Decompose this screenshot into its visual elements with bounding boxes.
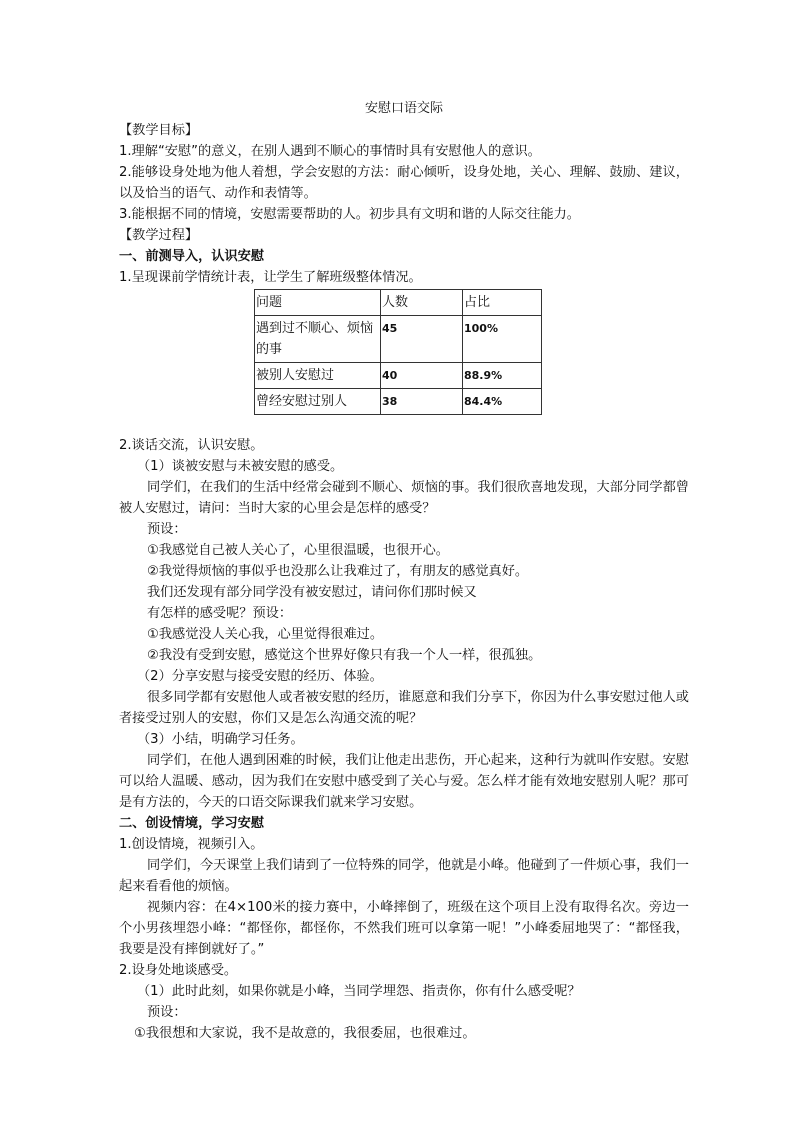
table-cell: 40 — [381, 363, 463, 389]
document-body — [119, 98, 689, 1044]
table-row — [255, 363, 542, 389]
section-1-paragraph-1: 同学们，在我们的生活中经常会碰到不顺心、烦恼的事。我们很欣喜地发现，大部分同学都曾被人安慰过，请问：当时大家的心里会是怎样的感受？ — [119, 480, 689, 516]
table-cell: 88.9% — [463, 363, 542, 389]
statistics-table — [254, 289, 542, 415]
section-2-answer-1: ①我很想和大家说，我不是故意的，我很委屈，也很难过。 — [134, 1026, 476, 1041]
preset-label: 预设： — [147, 522, 187, 537]
answer-2: ②我觉得烦恼的事似乎也没那么让我难过了，有朋友的感觉真好。 — [147, 564, 529, 579]
section-1-sub-3: （3）小结，明确学习任务。 — [137, 732, 304, 747]
answer-1: ①我感觉自己被人关心了，心里很温暖，也很开心。 — [147, 543, 449, 558]
table-header-cell: 占比 — [463, 290, 542, 316]
answer-3: ①我感觉没人关心我，心里觉得很难过。 — [147, 627, 384, 642]
table-cell: 38 — [381, 389, 463, 415]
table-header-cell: 问题 — [255, 290, 381, 316]
section-2-preset-label: 预设： — [147, 1005, 187, 1020]
section-2-sub-1: （1）此时此刻，如果你就是小峰，当同学埋怨、指责你，你有什么感受呢？ — [137, 984, 581, 999]
section-1-paragraph-2b: 有怎样的感受呢？预设： — [147, 606, 293, 621]
section-1-item-1: 1.呈现课前学情统计表，让学生了解班级整体情况。 — [119, 270, 422, 285]
table-cell: 被别人安慰过 — [255, 363, 381, 389]
section-1-paragraph-2a: 我们还发现有部分同学没有被安慰过，请问你们那时候又 — [147, 585, 477, 600]
table-cell: 曾经安慰过别人 — [255, 389, 381, 415]
table-cell: 100% — [463, 316, 542, 363]
section-2-item-2: 2.设身处地谈感受。 — [119, 963, 238, 978]
goals-header: 【教学目标】 — [119, 123, 199, 138]
section-2-title: 二、创设情境，学习安慰 — [119, 816, 265, 831]
table-header-cell: 人数 — [381, 290, 463, 316]
section-1-paragraph-3: 很多同学都有安慰他人或者被安慰的经历，谁愿意和我们分享下，你因为什么事安慰过他人或者接受过别人的安慰，你们又是怎么沟通交流的呢？ — [119, 690, 689, 726]
section-1-item-2: 2.谈话交流，认识安慰。 — [119, 438, 264, 453]
section-1-paragraph-4: 同学们，在他人遇到困难的时候，我们让他走出悲伤，开心起来，这种行为就叫作安慰。安慰可以给人温暖、感动，因为我们在安慰中感受到了关心与爱。怎么样才能有效地安慰别人呢？那可是有方法的，今天的口语交际课我们就来学习安慰。 — [119, 753, 689, 810]
goal-1: 1.理解“安慰”的意义，在别人遇到不顺心的事情时具有安慰他人的意识。 — [119, 144, 541, 159]
table-cell: 45 — [381, 316, 463, 363]
section-1-sub-1: （1）谈被安慰与未被安慰的感受。 — [137, 459, 344, 474]
goal-3: 3.能根据不同的情境，安慰需要帮助的人。初步具有文明和谐的人际交往能力。 — [119, 207, 580, 222]
section-2-item-1: 1.创设情境，视频引入。 — [119, 837, 264, 852]
section-1-title: 一、前测导入，认识安慰 — [119, 249, 265, 264]
table-header-row — [255, 290, 542, 316]
section-1-sub-2: （2）分享安慰与接受安慰的经历、体验。 — [137, 669, 383, 684]
section-2-paragraph-2: 视频内容：在4×100米的接力赛中，小峰摔倒了，班级在这个项目上没有取得名次。旁边一个小男孩埋怨小峰：“都怪你，都怪你，不然我们班可以拿第一呢！”小峰委屈地哭了：“都怪我，我要是没有摔倒就好了。” — [119, 900, 689, 957]
process-header: 【教学过程】 — [119, 228, 199, 243]
table-cell: 84.4% — [463, 389, 542, 415]
page-title: 安慰口语交际 — [364, 101, 443, 116]
table-row — [255, 316, 542, 363]
goal-2: 2.能够设身处地为他人着想，学会安慰的方法：耐心倾听，设身处地，关心、理解、鼓励、建议，以及恰当的语气、动作和表情等。 — [119, 165, 689, 201]
table-row — [255, 389, 542, 415]
table-cell: 遇到过不顺心、烦恼的事 — [255, 316, 381, 363]
answer-4: ②我没有受到安慰，感觉这个世界好像只有我一个人一样，很孤独。 — [147, 648, 542, 663]
section-2-paragraph-1: 同学们，今天课堂上我们请到了一位特殊的同学，他就是小峰。他碰到了一件烦心事，我们一起来看看他的烦恼。 — [119, 858, 689, 894]
